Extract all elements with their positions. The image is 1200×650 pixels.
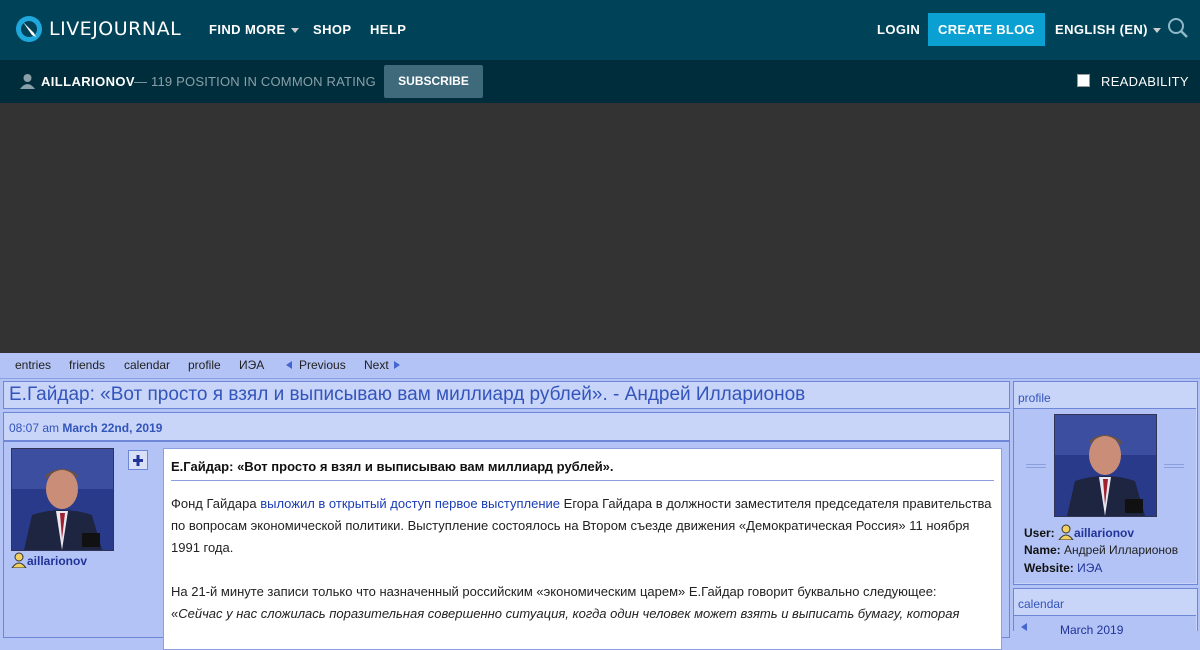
userpic-avatar[interactable] xyxy=(11,448,114,551)
entry-author-name: aillarionov xyxy=(27,554,88,568)
login-link[interactable]: LOGIN xyxy=(877,22,921,37)
entry-time: 08:07 am xyxy=(9,421,60,435)
profile-name-row xyxy=(1024,543,1178,557)
profile-name-value: Андрей Илларионов xyxy=(1064,543,1179,557)
next-label: Next xyxy=(364,358,389,372)
nav-shop[interactable]: SHOP xyxy=(313,22,352,37)
entry-date xyxy=(9,421,162,435)
livejournal-logo-icon xyxy=(15,14,43,44)
profile-user-link[interactable]: aillarionov xyxy=(1074,526,1135,540)
subscribe-button[interactable]: SUBSCRIBE xyxy=(384,65,483,98)
logo-text: LIVEJOURNAL xyxy=(49,18,182,40)
name-label: Name: xyxy=(1024,543,1061,557)
add-button[interactable] xyxy=(128,450,148,470)
divider xyxy=(1026,464,1046,468)
sidebar-userpic-image xyxy=(1055,415,1156,516)
language-selector[interactable] xyxy=(1055,22,1161,37)
user-icon xyxy=(20,73,35,89)
entry-body xyxy=(163,448,1002,650)
user-icon xyxy=(11,552,27,568)
source-link[interactable]: выложил в открытый доступ первое выступление xyxy=(260,496,561,511)
nav-next[interactable] xyxy=(364,358,400,372)
journal-nav xyxy=(0,353,1200,379)
divider xyxy=(1164,464,1184,468)
search-icon xyxy=(1167,17,1189,39)
calendar-month[interactable]: March 2019 xyxy=(1060,623,1124,637)
sidebar-calendar-inner xyxy=(1014,615,1196,637)
page-title: Е.Гайдар: «Вот просто я взял и выписываю вам миллиард рублей». - Андрей Илларионов xyxy=(9,384,806,405)
language-label: ENGLISH (EN) xyxy=(1055,22,1148,37)
nav-calendar[interactable]: calendar xyxy=(124,358,171,372)
profile-user-row xyxy=(1024,524,1134,540)
user-label: User: xyxy=(1024,526,1055,540)
paragraph-text: Егора Гайдара в должности заместителя председателя правительства по вопросам экономической политики. Выступление состоялось на Втором съезде движения «Демократическая Россия» 11 ноября 1991 года. xyxy=(171,496,992,555)
arrow-left-icon xyxy=(286,361,292,369)
nav-entries[interactable]: entries xyxy=(15,358,52,372)
plus-icon xyxy=(129,451,147,469)
sidebar-calendar-heading: calendar xyxy=(1018,597,1065,611)
entry-date-link[interactable]: March 22nd, 2019 xyxy=(62,421,163,435)
entry-subject: Е.Гайдар: «Вот просто я взял и выписываю вам миллиард рублей». xyxy=(171,459,994,481)
arrow-right-icon xyxy=(394,361,400,369)
create-blog-button[interactable]: CREATE BLOG xyxy=(928,13,1045,46)
quote-mark: « xyxy=(171,606,179,621)
ad-banner-area xyxy=(0,103,1200,353)
sidebar-userpic[interactable] xyxy=(1054,414,1157,517)
journal-username-link[interactable]: AILLARIONOV xyxy=(41,74,135,89)
search-button[interactable] xyxy=(1167,17,1189,44)
entry-paragraph-1 xyxy=(171,493,996,559)
entry-date-box xyxy=(3,412,1010,441)
readability-label[interactable]: READABILITY xyxy=(1101,74,1189,89)
livejournal-logo[interactable] xyxy=(15,14,181,44)
sidebar-profile-heading: profile xyxy=(1018,391,1051,405)
nav-iea[interactable]: ИЭА xyxy=(239,358,265,372)
chevron-down-icon xyxy=(1153,28,1161,33)
chevron-down-icon xyxy=(291,28,299,33)
nav-find-more-label: FIND MORE xyxy=(209,22,286,37)
entry-author[interactable] xyxy=(11,552,87,568)
quote-text: Сейчас у нас сложилась поразительная совершенно ситуация, когда один человек может взять и выписать бумагу, которая xyxy=(178,606,960,621)
previous-label: Previous xyxy=(299,358,346,372)
profile-website-link[interactable]: ИЭА xyxy=(1077,561,1103,575)
nav-friends[interactable]: friends xyxy=(69,358,106,372)
entry-paragraph-3 xyxy=(171,603,996,625)
nav-find-more[interactable] xyxy=(209,22,299,37)
nav-profile[interactable]: profile xyxy=(188,358,221,372)
paragraph-text: Фонд Гайдара xyxy=(171,496,261,511)
userpic-image xyxy=(12,449,113,550)
entry-title-box xyxy=(3,381,1010,409)
user-icon xyxy=(1058,524,1074,540)
rating-text: — 119 POSITION IN COMMON RATING xyxy=(134,74,376,89)
website-label: Website: xyxy=(1024,561,1074,575)
nav-help[interactable]: HELP xyxy=(370,22,407,37)
readability-checkbox[interactable] xyxy=(1077,74,1090,87)
nav-previous[interactable] xyxy=(286,358,346,372)
profile-website-row xyxy=(1024,561,1102,575)
entry-paragraph-2: На 21-й минуте записи только что назначенный российским «экономическим царем» Е.Гайдар говорит буквально следующее: xyxy=(171,584,937,599)
